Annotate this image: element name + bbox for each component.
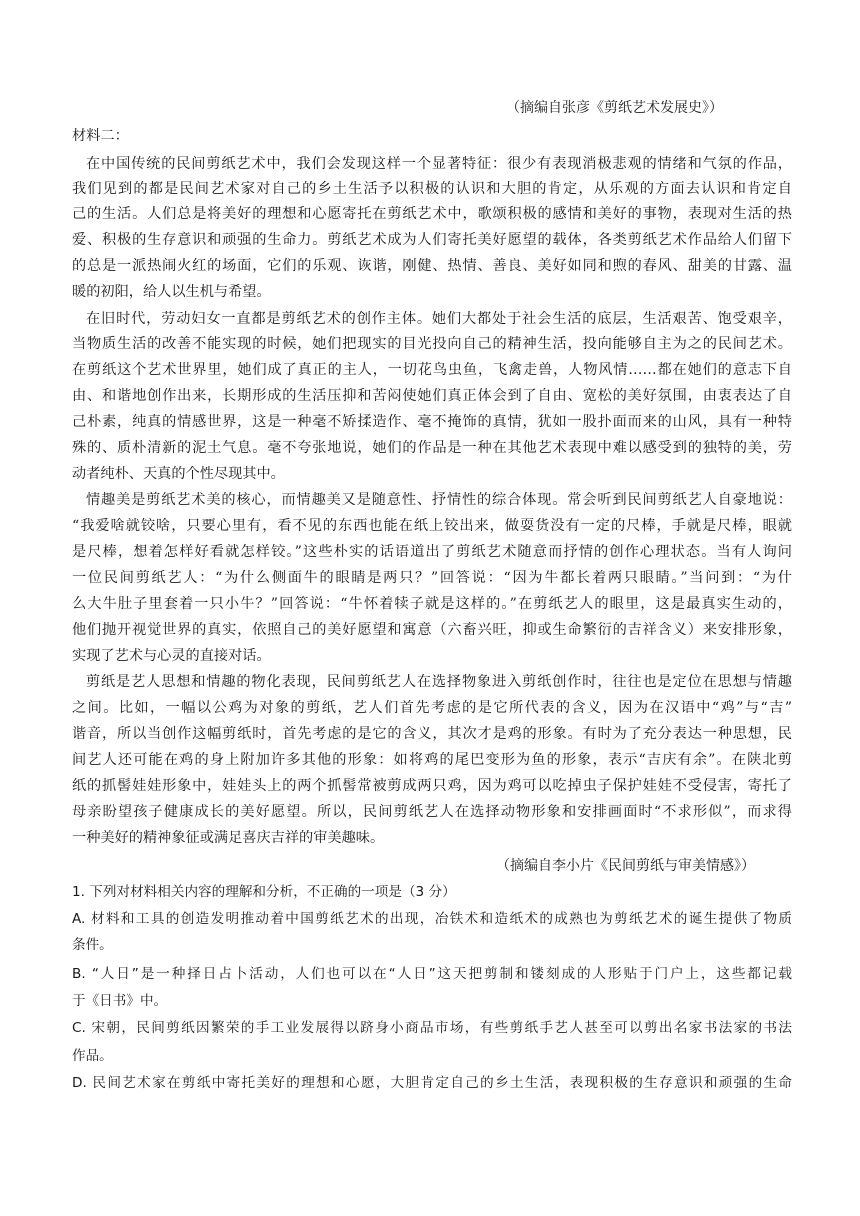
- paragraph-line: 己的生活。人们总是将美好的理想和心愿寄托在剪纸艺术中，歌颂积极的感情和美好的事物，表现对生活的热: [72, 206, 792, 222]
- source-citation-2: （摘编自李小片《民间剪纸与审美情感》）: [496, 858, 755, 874]
- paragraph-line: 由、和谐地创作出来，长期形成的生活压抑和苦闷使她们真正体会到了自由、宽松的美好氛围，由衷表达了自: [72, 388, 792, 404]
- paragraph-line: 一位民间剪纸艺人：“为什么侧面牛的眼睛是两只？”回答说：“因为牛都长着两只眼睛。”当问到：“为什: [72, 570, 792, 586]
- option-line: 作品。: [72, 1048, 113, 1064]
- paragraph-line: 是尺棒，想着怎样好看就怎样铰。”这些朴实的话语道出了剪纸艺术随意而抒情的创作心理状态。当有人询问: [72, 544, 792, 560]
- paragraph-line: 纸的抓髻娃娃形象中，娃娃头上的两个抓髻常被剪成两只鸡，因为鸡可以吃掉虫子保护娃娃不受侵害，寄托了: [72, 778, 792, 794]
- paragraph-line: 在中国传统的民间剪纸艺术中，我们会发现这样一个显著特征：很少有表现消极悲观的情绪和气氛的作品，: [86, 156, 792, 172]
- paragraph-line: 动者纯朴、天真的个性尽现其中。: [72, 466, 285, 482]
- paragraph-line: 剪纸是艺人思想和情趣的物化表现，民间剪纸艺人在选择物象进入剪纸创作时，往往也是定位在思想与情趣: [86, 674, 792, 690]
- option-line: C. 宋朝，民间剪纸因繁荣的手工业发展得以跻身小商品市场，有些剪纸手艺人甚至可以剪出名家书法家的书法: [72, 1020, 792, 1036]
- paragraph-line: 一种美好的精神象征或满足喜庆吉祥的审美趣味。: [72, 830, 385, 846]
- paragraph-line: “我爱啥就铰啥，只要心里有，看不见的东西也能在纸上铰出来，做耍货没有一定的尺棒，手就是尺棒，眼就: [72, 518, 792, 534]
- paragraph-line: 谐音，所以当创作这幅剪纸时，首先考虑的是它的含义，其次才是鸡的形象。有时为了充分表达一种思想，民: [72, 726, 792, 742]
- paragraph-line: 的总是一派热闹火红的场面，它们的乐观、诙谐，刚健、热情、善良、美好如同和煦的春风、甜美的甘露、温: [72, 258, 792, 274]
- option-line: B. “人日”是一种择日占卜活动，人们也可以在“人日”这天把剪制和镂刻成的人形贴于门户上，这些都记载: [72, 966, 792, 982]
- paragraph-line: 实现了艺术与心灵的直接对话。: [72, 648, 271, 664]
- question-stem: 1. 下列对材料相关内容的理解和分析，不正确的一项是（3 分）: [72, 884, 456, 900]
- paragraph-line: 我们见到的都是民间艺术家对自己的乡土生活予以积极的认识和大胆的肯定，从乐观的方面去认识和肯定自: [72, 181, 792, 197]
- option-line: 于《日书》中。: [72, 993, 168, 1009]
- source-citation-1: （摘编自张彦《剪纸艺术发展史》）: [506, 100, 723, 116]
- paragraph-line: 他们抛开视觉世界的真实，依照自己的美好愿望和寓意（六畜兴旺，抑或生命繁衍的吉祥含义）来安排形象，: [72, 622, 792, 638]
- paragraph-line: 当物质生活的改善不能实现的时候，她们把现实的目光投向自己的精神生活，投向能够自主为之的民间艺术。: [72, 336, 792, 352]
- option-line: 条件。: [72, 937, 113, 953]
- paragraph-line: 在剪纸这个艺术世界里，她们成了真正的主人，一切花鸟虫鱼，飞禽走兽，人物风情……都在她们的意志下自: [72, 362, 792, 378]
- option-line: A. 材料和工具的创造发明推动着中国剪纸艺术的出现，冶铁术和造纸术的成熟也为剪纸艺术的诞生提供了物质: [72, 911, 792, 927]
- paragraph-line: 之间。比如，一幅以公鸡为对象的剪纸，艺人们首先考虑的是它所代表的含义，因为在汉语中“鸡”与“吉”: [72, 700, 792, 716]
- paragraph-line: 己朴素，纯真的情感世界，这是一种毫不矫揉造作、毫不掩饰的真情，犹如一股扑面而来的山风，具有一种特: [72, 414, 792, 430]
- paragraph-line: 母亲盼望孩子健康成长的美好愿望。所以，民间剪纸艺人在选择动物形象和安排画面时“不求形似”，而求得: [72, 804, 792, 820]
- paragraph-line: 情趣美是剪纸艺术美的核心，而情趣美又是随意性、抒情性的综合体现。常会听到民间剪纸艺人自豪地说：: [86, 492, 792, 508]
- option-line: D. 民间艺术家在剪纸中寄托美好的理想和心愿，大胆肯定自己的乡土生活，表现积极的生存意识和顽强的生命: [72, 1075, 792, 1091]
- paragraph-line: 暖的初阳，给人以生机与希望。: [72, 284, 271, 300]
- paragraph-line: 在旧时代，劳动妇女一直都是剪纸艺术的创作主体。她们大都处于社会生活的底层，生活艰苦、饱受艰辛，: [86, 311, 792, 327]
- paragraph-line: 爱、积极的生存意识和顽强的生命力。剪纸艺术成为人们寄托美好愿望的载体，各类剪纸艺术作品给人们留下: [72, 232, 792, 248]
- paragraph-line: 间艺人还可能在鸡的身上附加许多其他的形象：如将鸡的尾巴变形为鱼的形象，表示“吉庆有余”。在陕北剪: [72, 752, 792, 768]
- paragraph-line: 么大牛肚子里套着一只小牛？”回答说：“牛怀着犊子就是这样的。”在剪纸艺人的眼里，这是最真实生动的，: [72, 596, 792, 612]
- material-2-heading: 材料二：: [72, 128, 129, 144]
- paragraph-line: 殊的、质朴清新的泥土气息。毫不夸张地说，她们的作品是一种在其他艺术表现中难以感受到的独特的美，劳: [72, 440, 792, 456]
